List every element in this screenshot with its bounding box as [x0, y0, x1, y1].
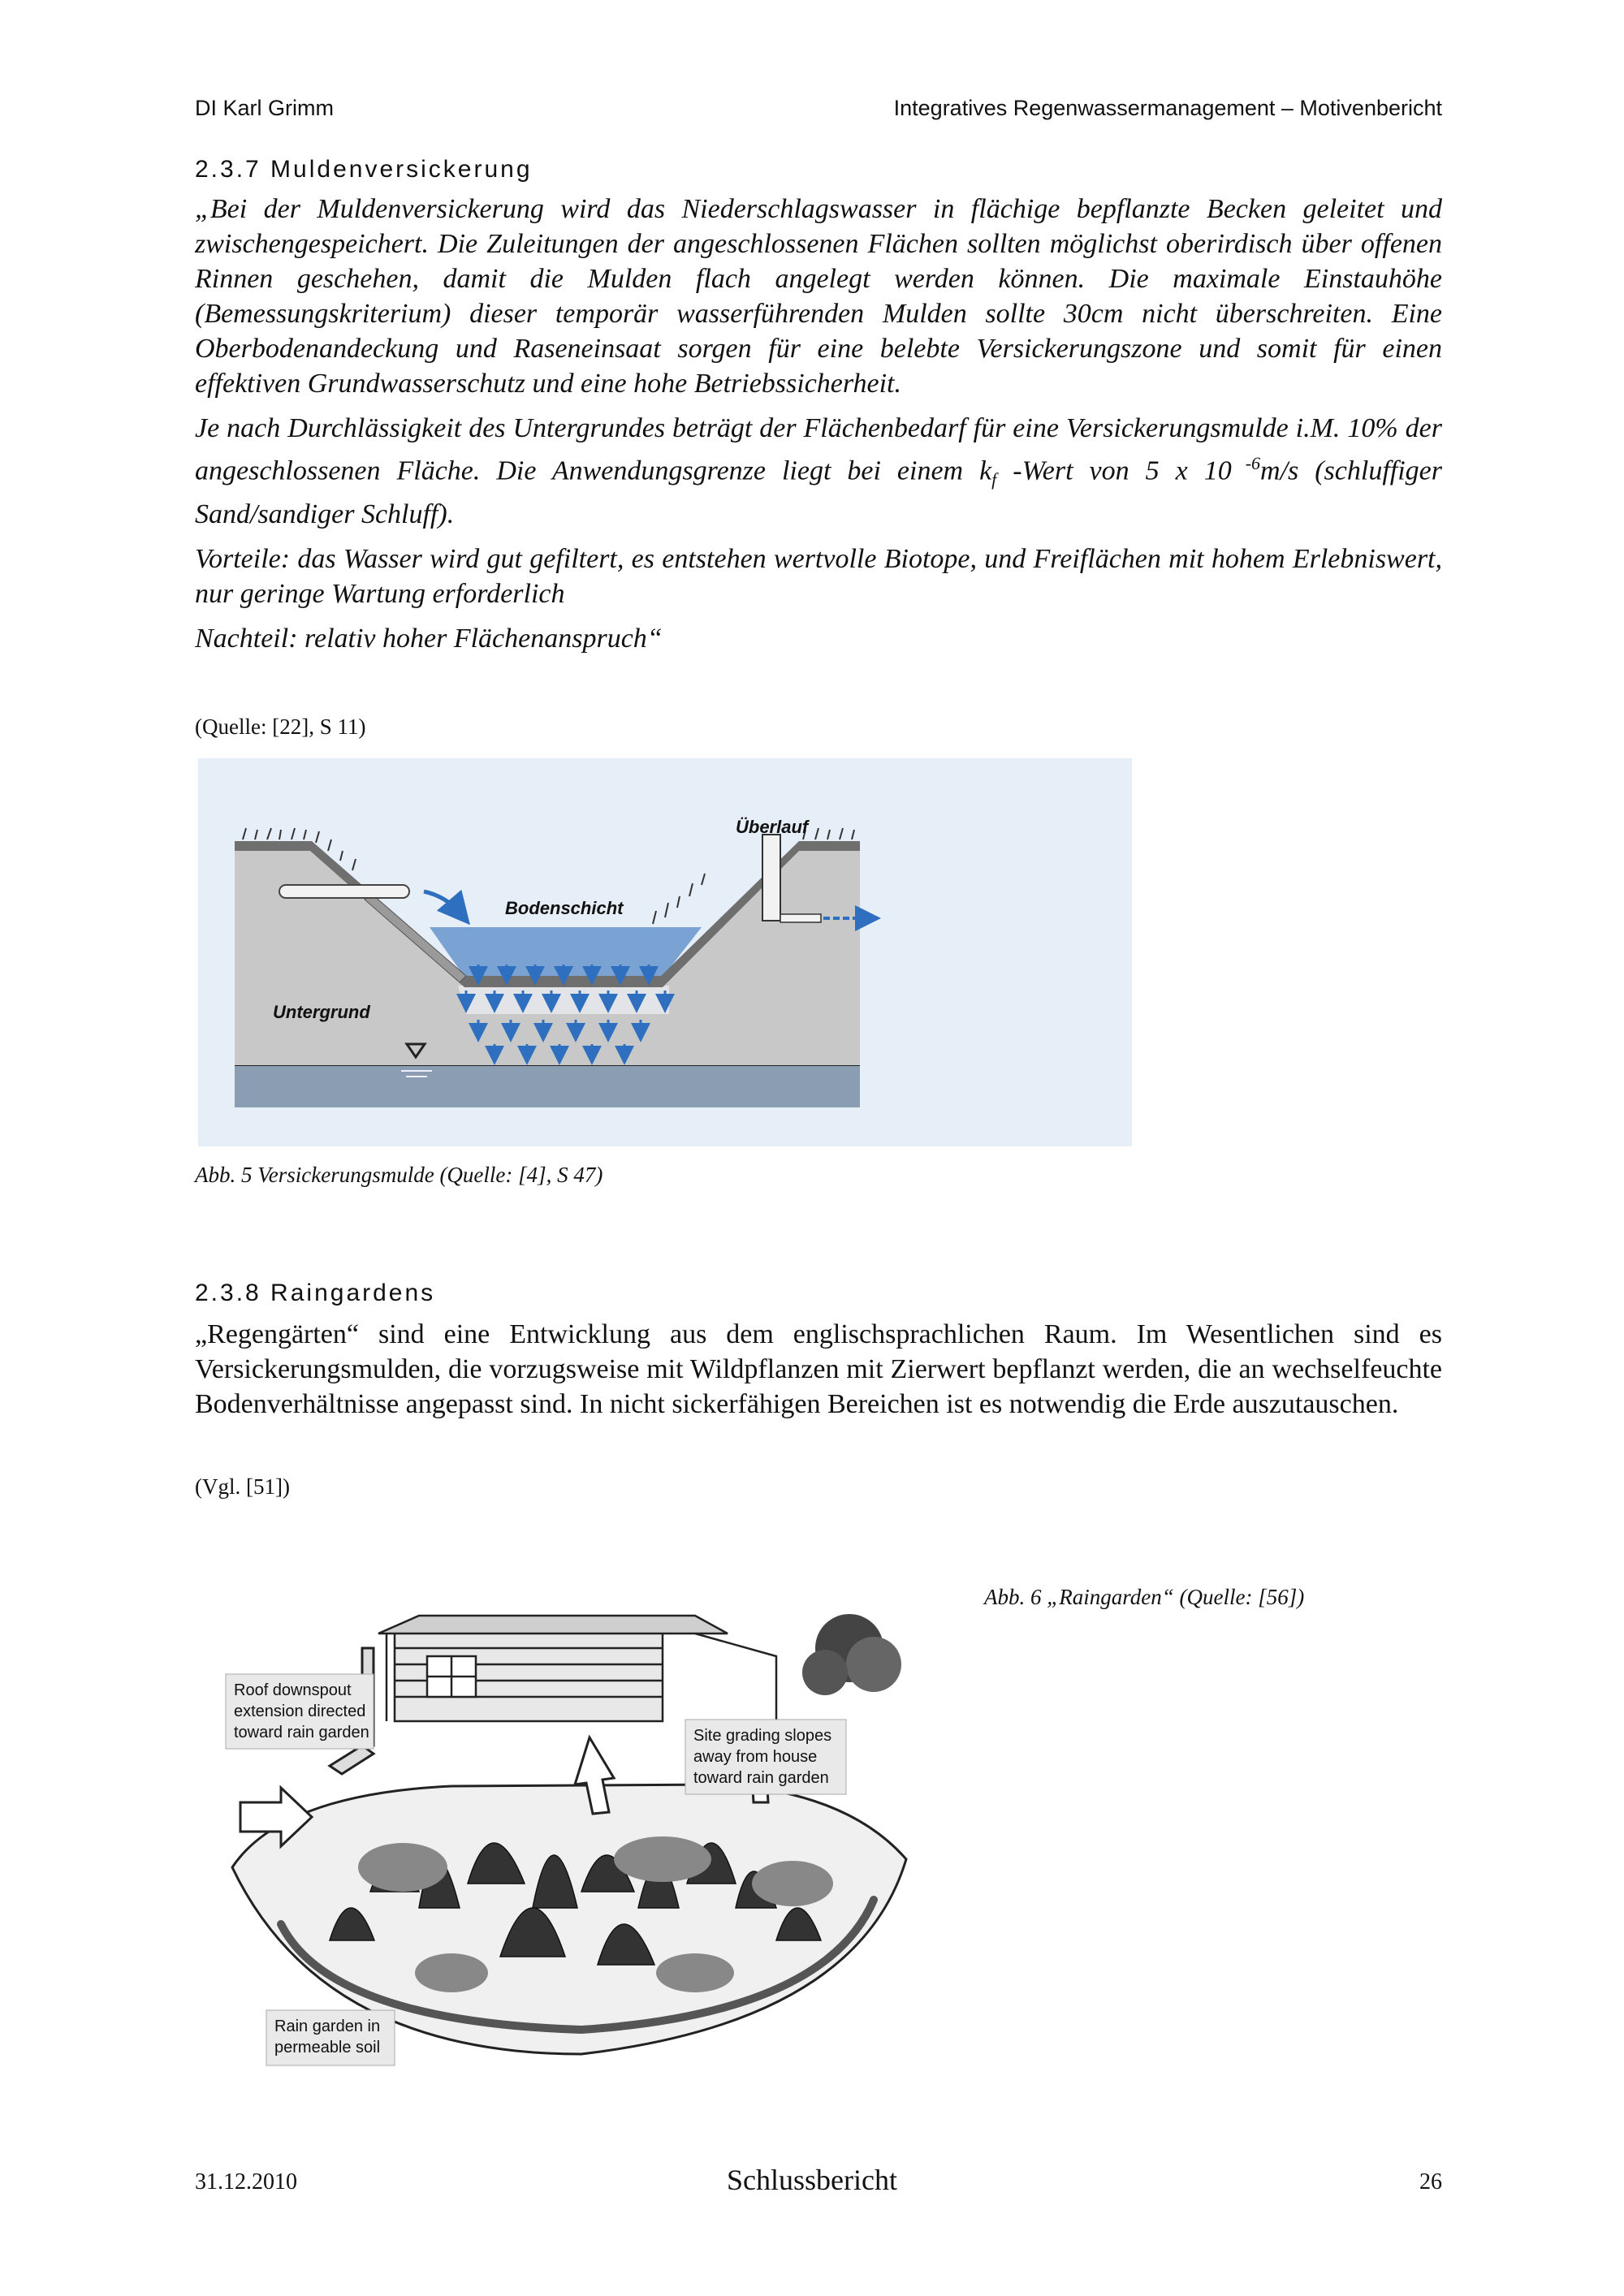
- paragraph-raingardens: „Regengärten“ sind eine Entwicklung aus dem englischsprachlichen Raum. Im Wesentlichen sind es Versickerungsmulden, die vorzugsweise mit Wildpflanzen mit Zierwert bepflanzt werden, die an wechselfeuchte Bodenverhältnisse angepasst sind. In nicht sickerfähigen Bereichen ist es notwendig die Erde auszutauschen.: [195, 1319, 1442, 1419]
- section-237-text: [195, 192, 1442, 656]
- section-heading-raingardens: 2.3.8 Raingardens: [195, 1280, 436, 1306]
- label-grading: [693, 1727, 836, 1787]
- ueberlauf-structure: [762, 835, 780, 921]
- figure-versickerungsmulde: [198, 758, 1132, 1146]
- label-ueberlauf: Überlauf: [736, 817, 809, 837]
- groundwater-layer: [235, 1065, 860, 1107]
- header-title: Integratives Regenwassermanagement – Motivenbericht: [893, 96, 1442, 120]
- figure-raingarden-sketch: [208, 1599, 952, 2119]
- label-grading-line-3: toward rain garden: [693, 1769, 829, 1787]
- source-note-22: (Quelle: [22], S 11): [195, 714, 366, 739]
- paragraph-2-part-a: Je nach Durchlässigkeit des Untergrundes beträgt der Flächenbedarf für eine Versickerungsmulde i.M. 10% der angeschlossenen Fläche. Die Anwendungsgrenze liegt bei einem k: [195, 413, 1442, 486]
- paragraph-1: „Bei der Muldenversickerung wird das Niederschlagswasser in flächige bepflanzte Becken geleitet und zwischengespeichert. Die Zuleitungen der angeschlossenen Flächen sollten möglichst oberirdisch über offenen Rinnen geschehen, damit die Mulden flach angelegt werden können. Die maximale Einstauhöhe (Bemessungskriterium) dieser temporär wasserführenden Mulden sollte 30cm nicht überschreiten. Eine Oberbodenandeckung und Raseneinsaat sorgen für eine belebte Versickerungszone und somit für einen effektiven Grundwasserschutz und eine hohe Betriebssicherheit.: [195, 194, 1442, 399]
- label-grading-line-1: Site grading slopes: [693, 1727, 832, 1745]
- paragraph-2: [195, 411, 1442, 532]
- label-untergrund: Untergrund: [273, 1002, 370, 1022]
- paragraph-2-part-b: -Wert von 5 x 10: [996, 455, 1232, 486]
- paragraph-3: Vorteile: das Wasser wird gut gefiltert, es entstehen wertvolle Biotope, und Freiflächen mit hohem Erlebniswert, nur geringe Wartung erforderlich: [195, 544, 1442, 610]
- label-downspout: [234, 1681, 370, 1741]
- retention-water: [430, 927, 702, 979]
- section-238-text: [195, 1317, 1442, 1422]
- footer-page-number: 26: [1419, 2169, 1442, 2195]
- label-permeable-soil-line-1: Rain garden in: [274, 2018, 381, 2035]
- label-grading-line-2: away from house: [693, 1748, 818, 1766]
- paragraph-4: Nachteil: relativ hoher Flächenanspruch“: [195, 624, 663, 654]
- label-downspout-line-1: Roof downspout: [234, 1681, 352, 1699]
- header-author: DI Karl Grimm: [195, 96, 334, 120]
- caption-figure-5: Abb. 5 Versickerungsmulde (Quelle: [4], S 47): [195, 1163, 603, 1187]
- paragraph-2-part-c: m/s (schluffiger Sand/sandiger Schluff).: [195, 455, 1442, 530]
- footer-title: Schlussbericht: [727, 2164, 897, 2196]
- label-downspout-line-3: toward rain garden: [234, 1724, 369, 1741]
- section-heading-muldenversickerung: 2.3.7 Muldenversickerung: [195, 156, 533, 183]
- label-downspout-line-2: extension directed: [234, 1703, 366, 1720]
- label-bodenschicht: Bodenschicht: [505, 898, 624, 918]
- inlet-pipe: [279, 885, 409, 898]
- label-permeable-soil-line-2: permeable soil: [274, 2039, 381, 2056]
- kf-subscript: f: [991, 469, 997, 490]
- exponent-superscript: -6: [1231, 453, 1261, 473]
- caption-figure-6: Abb. 6 „Raingarden“ (Quelle: [56]): [984, 1585, 1305, 1609]
- source-note-51: (Vgl. [51]): [195, 1474, 290, 1499]
- footer-date: 31.12.2010: [195, 2169, 297, 2195]
